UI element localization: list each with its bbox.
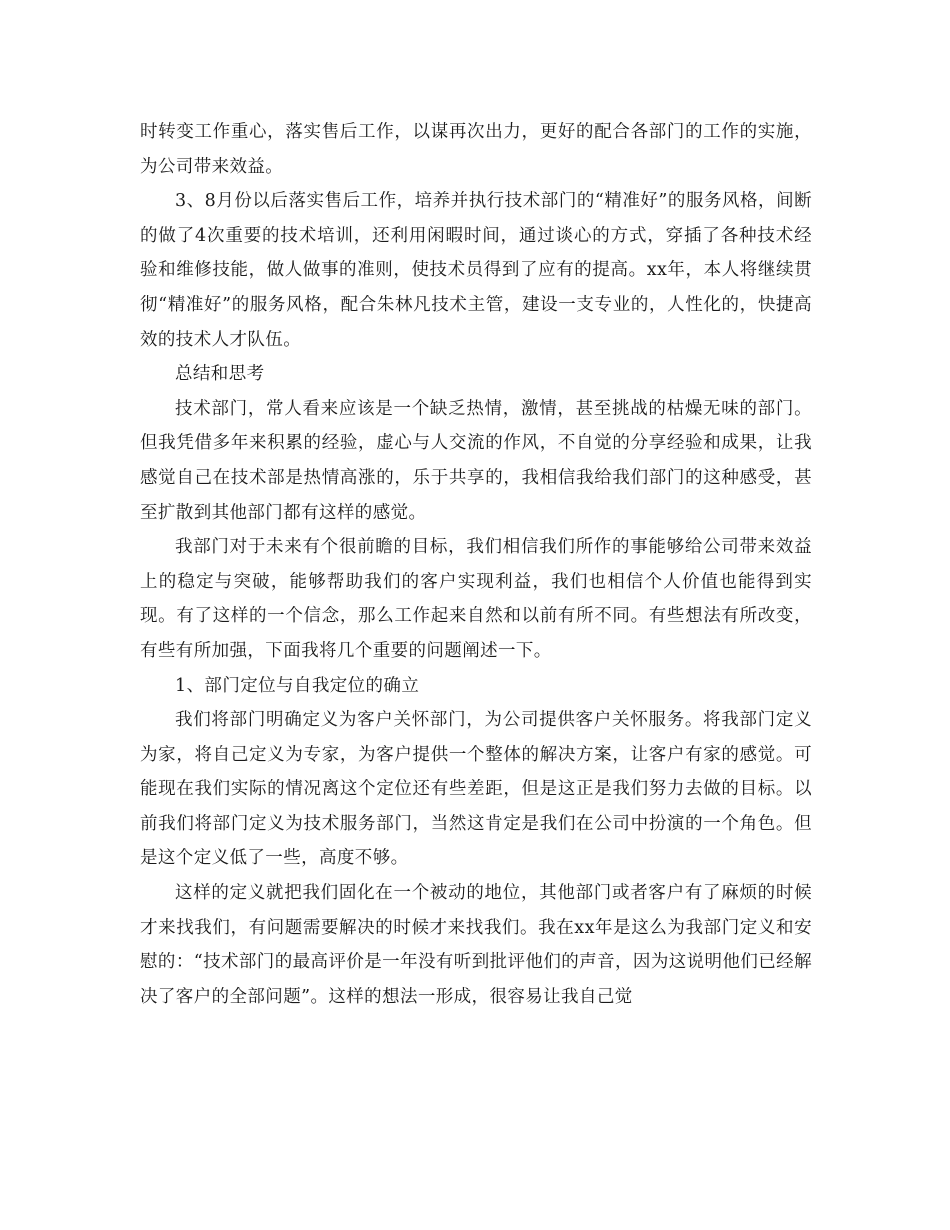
section-heading-summary: 总结和思考 (175, 364, 265, 385)
document-body (140, 115, 812, 1014)
paragraph-2: 3、8月份以后落实售后工作，培养并执行技术部门的“精准好”的服务风格，间断的做了4次重要的技术培训，还利用闲暇时间，通过谈心的方式，穿插了各种技术经验和维修技能，做人做事的准则，使技术员得到了应有的提高。xx年，本人将继续贯彻“精准好”的服务风格，配合朱林凡技术主管，建设一支专业的，人性化的，快捷高效的技术人才队伍。 (140, 191, 812, 350)
section-heading-positioning: 1、部门定位与自我定位的确立 (175, 675, 420, 696)
paragraph-4: 我部门对于未来有个很前瞻的目标，我们相信我们所作的事能够给公司带来效益上的稳定与突破，能够帮助我们的客户实现利益，我们也相信个人价值也能得到实现。有了这样的一个信念，那么工作起来自然和以前有所不同。有些想法有所改变，有些有所加强，下面我将几个重要的问题阐述一下。 (140, 537, 812, 661)
paragraph-6: 这样的定义就把我们固化在一个被动的地位，其他部门或者客户有了麻烦的时候才来找我们，有问题需要解决的时候才来找我们。我在xx年是这么为我部门定义和安慰的：“技术部门的最高评价是一年没有听到批评他们的声音，因为这说明他们已经解决了客户的全部问题”。这样的想法一形成，很容易让我自己觉 (140, 883, 812, 1007)
paragraph-1: 时转变工作重心，落实售后工作，以谋再次出力，更好的配合各部门的工作的实施，为公司带来效益。 (140, 122, 812, 177)
paragraph-3: 技术部门，常人看来应该是一个缺乏热情，激情，甚至挑战的枯燥无味的部门。但我凭借多年来积累的经验，虚心与人交流的作风，不自觉的分享经验和成果，让我感觉自己在技术部是热情高涨的，乐于共享的，我相信我给我们部门的这种感受，甚至扩散到其他部门都有这样的感觉。 (140, 398, 812, 523)
paragraph-5: 我们将部门明确定义为客户关怀部门，为公司提供客户关怀服务。将我部门定义为家，将自己定义为专家，为客户提供一个整体的解决方案，让客户有家的感觉。可能现在我们实际的情况离这个定位还有些差距，但是这正是我们努力去做的目标。以前我们将部门定义为技术服务部门，当然这肯定是我们在公司中扮演的一个角色。但是这个定义低了一些，高度不够。 (140, 710, 812, 869)
